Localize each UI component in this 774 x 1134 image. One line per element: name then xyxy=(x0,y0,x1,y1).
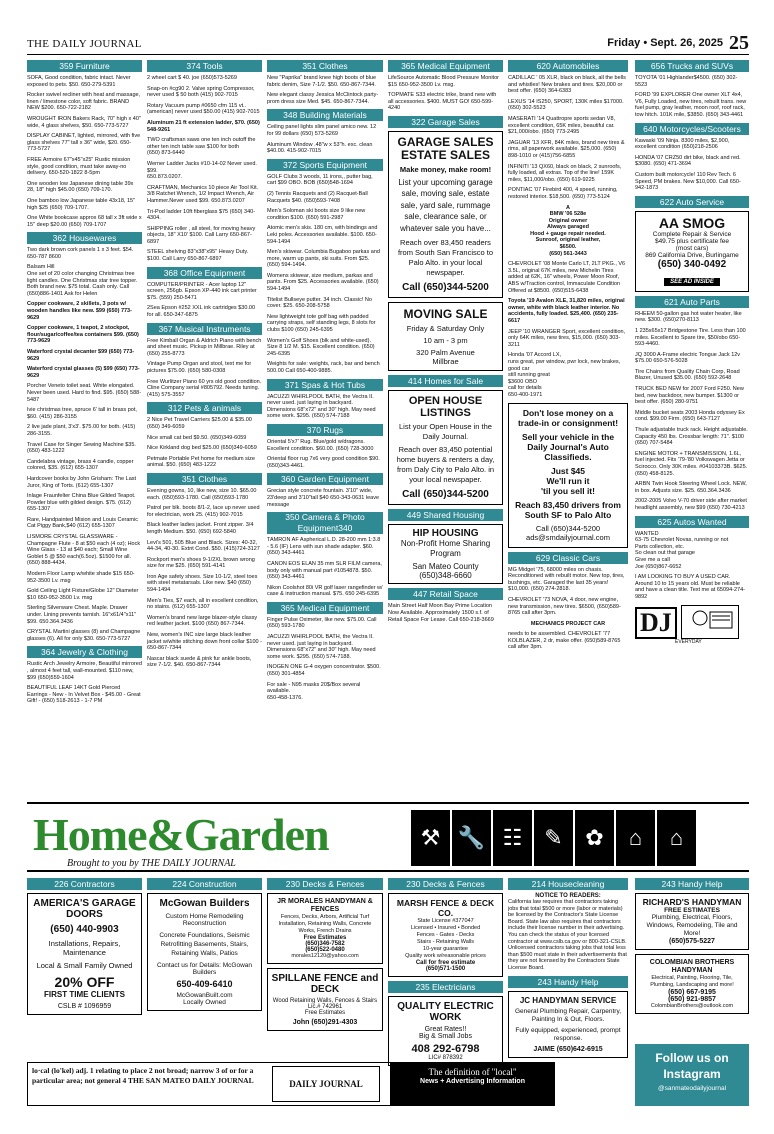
classified-ad: Men's skiwear. Columbia Bugaboo parkas and more, warm up pants, ski suits. From $25. (650) 594-1494. xyxy=(267,249,380,269)
column-furniture xyxy=(27,60,142,797)
jc-handyman-ad xyxy=(508,991,628,1058)
classified-ad: Nice Kirkland dog bed $25.00 (650)349-6059 xyxy=(147,445,257,452)
classified-ad: Balsam Hill One set of 20 color changing Christmas tree light candles. One Christmas star tree topper. Both brand new. $75 total. Cash only. Call (650)886-1401 Ask for Helen xyxy=(27,264,138,297)
ad-line: FREE ESTIMATES xyxy=(664,907,720,914)
section-header: 359 Furniture xyxy=(27,60,142,72)
hip-county: San Mateo County xyxy=(412,562,479,572)
classified-ad: CANON EOS ELAN 35 mm SLR FILM camera, body only with manual part #1054878. $50. (650) 343-4461 xyxy=(267,560,382,581)
section-header: 629 Classic Cars xyxy=(508,552,628,564)
classified-ad: TOYOTA '01 Highlander$4500. (650) 302-5523 xyxy=(635,75,738,88)
section-header: 230 Decks & Fences xyxy=(388,878,503,890)
dj-everyday-label: EVERYDAY xyxy=(675,638,702,645)
classified-ad: Copper cookware, 1 teapot, 2 stockpot, flour/sugar/coffee/tea containers $99. (650) 773-9629 xyxy=(27,325,139,345)
classified-ad: One wooden low Japanese dining table 39x 28, 18" high $45.00 (650) 709-170. xyxy=(27,180,134,194)
garage-doors-ad xyxy=(27,893,142,1015)
ad-phone: (650)346-7582 xyxy=(305,941,345,947)
ad-title: JC HANDYMAN SERVICE xyxy=(519,995,617,1005)
section-header: 640 Motorcycles/Scooters xyxy=(635,123,749,135)
smog-tag: SEE AD INSIDE xyxy=(664,278,720,286)
section-header: 312 Pets & animals xyxy=(147,402,262,414)
classified-ad: needs to be assembled. CHEVROLET '77 KOLBLAZER, 2 dr, make offer. (650)589-8765 call after 3pm. xyxy=(508,631,621,651)
classified-ad-bmw: A BMW '06 528e Original owner Always garaged Hood + gauge repair needed. Sunroof, original leather, $6500. (650) 561-3443 xyxy=(530,204,606,257)
classified-ad: Gold Ceiling Light Fixture/Globe 12" Diameter $10 650-952-3500 Lv. msg xyxy=(27,588,139,601)
classified-ad: INOGEN ONE G-4 oxygen concentrator. $500. (650) 301-4854 xyxy=(267,664,381,678)
classified-ad: I AM LOOKING TO BUY A USED CAR. Around 10 to 15 years old. Must be reliable and have a clean title. Text me at 65094-274-9892 xyxy=(635,574,745,600)
classified-ad: Finger Pulse Oximeter, like new. $75.00. Call (650) 593-1780 xyxy=(267,616,377,630)
flower-icon: ✿ xyxy=(575,810,614,866)
section-header: 449 Shared Housing xyxy=(388,509,503,521)
instagram-title: Follow us on Instagram xyxy=(655,1051,729,1081)
classified-ad: Nikon Coolshot 80i VR golf laser rangefinder w/ case & instruction manual. $75. 650 245-6395 xyxy=(267,584,383,598)
ad-line: 10-year guarantee xyxy=(423,946,468,952)
classified-ad: New, women's INC size large black leather jacket w/white stitching down front collar $100 - 650-867-7344 xyxy=(147,632,262,652)
section-header: 235 Electricians xyxy=(388,981,503,993)
section-header: 656 Trucks and SUVs xyxy=(635,60,749,72)
classified-ad: Nascar black suede & pink fur ankle boots, size 7-1/2. $40. 650-867-7344 xyxy=(147,655,252,669)
classified-ad: Nice small cat bed $9.50. (650)349-6059 xyxy=(147,434,247,441)
classified-ad: Men's Ties, $7 each, all in excellent condition, no stains. (612) 655-1307 xyxy=(147,597,259,611)
ad-line: Plumbing, Electrical, Floors, Windows, Remodeling, Tile and More! xyxy=(646,914,738,937)
classified-ad: 1 235x65x17 Bridgestone Tire. Less than 100 miles. Excellent to Spare tire, $50/obo 650-593-4460. xyxy=(635,327,746,348)
section-header: 226 Contractors xyxy=(27,878,142,890)
garage-sale-promo xyxy=(388,131,503,299)
ad-phone: John (650)291-4303 xyxy=(292,1019,358,1026)
classified-ad: Oriental floor rug 7x6 very good condition $90. (650)343-4461. xyxy=(267,456,380,469)
classified-ad: MG Midget '75, 68000 miles on chasis. Reconditioned with rebuilt motor. New top, tires, bushings, etc. Garaged the last 35 years! $10,000. (650) 274-2818. xyxy=(508,566,625,593)
ad-line: Installations, Repairs, Maintenance xyxy=(48,939,121,957)
classified-ad: Ivie christmas tree, spruce 6' tall in brass pot, $60. (415) 286-3155 xyxy=(27,407,137,420)
classified-ad: Patrol per blk. boots 8/1-2, lace up never used for electrician, work 25. (415) 902-7015 xyxy=(147,505,260,518)
moving-sale-ad xyxy=(388,302,503,371)
local-definition-text: lo·cal (lo'kel) adj. 1 relating to place 2 not broad; narrow 3 of or for a particular area; not general 4 THE SAN MATEO DAILY JOURNAL xyxy=(32,1066,254,1085)
classified-ad: Aluminum 21 ft extension ladder, $70. (650) 548-9261 xyxy=(147,119,260,133)
promo-subtitle: Make money, make room! xyxy=(399,164,492,174)
hammer-icon: ⚒ xyxy=(411,810,450,866)
service-handy-help xyxy=(635,878,749,1038)
classified-ad: 2 wheel cart $ 40. joe (650)573-5269 xyxy=(147,75,237,81)
notice-title: NOTICE TO READERS: xyxy=(535,893,601,899)
classified-ad: SHIPPING roller , all steel, for moving heavy objects, 18" X10' $100. Call Larry 650-867-6897 xyxy=(147,225,256,245)
classified-ad: Vintage Pump Organ and stool, text me for pictures $75.00. (650) 580-0308 xyxy=(147,361,252,374)
section-header: 371 Spas & Hot Tubs xyxy=(267,379,383,391)
section-header: 362 Housewares xyxy=(27,232,142,244)
wrench-icon: 🔧 xyxy=(452,810,491,866)
ad-phone: 408 292-6798 xyxy=(411,1043,480,1055)
classified-ad: Inlage Fraunfelter China Blue Gilded Teapot. Powder blue with gilded design. $75. (612) 655-1307 xyxy=(27,493,136,513)
instagram-handle: @sanmateodailyjournal xyxy=(657,1085,727,1092)
classified-ad: WROUGHT IRON Bakers Rack, 70" high x 40" wide, 4 glass shelves, $50. 650-773-5727 xyxy=(27,115,141,129)
classified-ad: 2 live jade plant, 3'x3'. $75.00 for both. (415) 286-3155. xyxy=(27,424,136,437)
classified-ad: 2Sea Epson #252 XXL ink cartridges $30.00 for all. 650-347-6875 xyxy=(147,305,256,319)
classified-ad: TWO craftsman saws one ten inch outoff the other ten inch table saw $100 for both (650) 873-6440 xyxy=(147,137,256,157)
classified-ad: GOLF Clubs 3 woods, 11 irons,, putter bag, cart $99 OBO. BOB (650)548-1694 xyxy=(267,173,373,187)
classified-ad: BEAUTIFUL LEAF 14KT Gold Pierced Earrings - New - In Velvet Box - $45.00 - Great Gift! - (650) 518-2613 - 1-7 PM xyxy=(27,685,141,705)
promo-title: Don't lose money on a trade-in or consignment! xyxy=(517,407,619,428)
classified-ad: TRUCK BED NEW for 2007 Ford F250. New bed, new backdoor, new bumper. $1300 or best offer. (650) 280-9751 xyxy=(635,386,744,406)
ad-license: CSLB # 1096959 xyxy=(57,1003,112,1010)
classified-ad: ARBN Twin Hook Steering Wheel Lock. NEW, in box. Adjusts size. $25. 650.364.3436 xyxy=(635,481,747,494)
column-garage-sales xyxy=(388,60,503,797)
classified-ad: TOPMATE S33 electric trike, brand new with all accessories. $400. MUST GO! 650-599-4240 xyxy=(388,92,497,112)
classified-ad: Weights for sale: weights, rack, bar and bench 500.00 Call 650-400-9885. xyxy=(267,361,380,374)
classified-ad: TAMRON AF Aspherical L.D. 28-200 mm 1:3.8 - 5.6 (IF) Lens with sun shade adapter. $60. (650) 343-4461 xyxy=(267,537,381,557)
definition-title: The definition of "local" xyxy=(428,1067,517,1077)
classified-ad: JAGUAR '13 XFR, 84K miles, brand new tires & rims, all paperwork available. $25,000. (650) 898-1010 or (415)756-6855 xyxy=(508,139,625,159)
instagram-promo[interactable] xyxy=(635,1044,749,1106)
classified-ad: HONDA '07 CRZ50 dirt bike, black and red. $3080. (650) 471-3694 xyxy=(635,154,741,168)
promo-body: Sell your vehicle in the Daily Journal's Auto Classifieds. xyxy=(521,431,615,462)
classified-ad: Tri-Pod ladder 10ft fiberglass $75 (650) 340-4304. xyxy=(147,208,256,222)
promo-title: OPEN HOUSE LISTINGS xyxy=(408,395,483,420)
classified-ad: CHEVROLET '73 NOVA, 4 door, new engine, new transmission, new tires. $6500, (650)589-8765 call after 3pm. xyxy=(508,596,621,617)
open-house-promo xyxy=(388,390,503,505)
masthead xyxy=(27,33,749,55)
ad-license: Lic.# 742961 xyxy=(307,1004,343,1010)
richards-handyman-ad xyxy=(635,893,749,950)
classified-ad: Custom built motorcycle! 110 Rev Tech. 6 Speed, PM brakes. New $10,000. Call 650-942-1873 xyxy=(635,171,741,192)
classified-ad: STEEL shelving 83"x38"x95" Heavy Duty. $100. Call Larry 650-867-6897 xyxy=(147,249,249,263)
ad-line: Custom Home Remodeling xyxy=(165,913,244,920)
classified-ad: Oriental 5'x7' Rug. Blue/gold w/dragons. Excellent condition. $60.00. (650) 728-3000 xyxy=(267,438,374,452)
section-header: 230 Decks & Fences xyxy=(267,878,383,890)
ad-phone: (650) 667-9195 xyxy=(668,989,716,996)
promo-title: GARAGE SALES ESTATE SALES xyxy=(397,134,494,162)
ad-line: Free Estimates xyxy=(303,935,347,941)
ad-phone: JAIME (650)642-6915 xyxy=(533,1045,603,1053)
ad-line: Free Estimates xyxy=(304,1010,346,1016)
local-definition-strip xyxy=(27,1062,555,1106)
section-header: 447 Retail Space xyxy=(388,588,503,600)
classified-ad: Travel Case for Singer Sewing Machine $35. (650) 483-1222 xyxy=(27,441,136,455)
section-header: 625 Autos Wanted xyxy=(635,516,749,528)
moving-sale-title: MOVING SALE xyxy=(403,307,488,322)
spillane-ad xyxy=(267,968,383,1031)
section-header: 374 Tools xyxy=(147,60,262,72)
section-header: 621 Auto Parts xyxy=(635,296,749,308)
ad-phone: (650) 921-9857 xyxy=(668,996,716,1003)
classified-ad: Free Wurlitzer Piano 60 yrs old good condition. Cline Company serial #805792. Needs tuning. (415) 575-3557 xyxy=(147,378,262,398)
section-header: 364 Jewelry & Clothing xyxy=(27,646,142,658)
promo-price: Just $45 We'll run it 'til you sell it! xyxy=(541,465,595,496)
classified-ad: Modern Floor Lamp w/white shade $15 650-952-3500 Lv. msg xyxy=(27,571,135,584)
classified-ad: Porcher Veneto toilet seat. White elongated. Never been used. Hard to find. $95. (650) 588-5487 xyxy=(27,383,142,403)
classified-ad: FREE Armoire 67"x45"x25" Rustic mission style, good condition, must take away-no delivery. 650-520-1822 8-5pm xyxy=(27,156,131,177)
classified-ad: Kawaski '09 Ninja. 8300 miles, $2,900, excellent condition (650)218-2506 xyxy=(635,137,730,151)
aa-smog-ad xyxy=(635,211,749,292)
classified-ad: Main Street Half Moon Bay Prime Location Now Available. Approximately 1500 s.f. of Retail Space For Lease. Call 650-218-3669 xyxy=(388,603,494,623)
ad-title: MARSH FENCE & DECK CO. xyxy=(396,898,495,918)
section-header: 368 Office Equipment xyxy=(147,267,262,279)
ladder-icon: ☷ xyxy=(493,810,532,866)
banner-icons xyxy=(411,810,696,866)
classified-ad: Rocker swivel recliner with heat and massage, linen / limestone color, soft fabric. BRAND NEW $200. 650-722-2182 xyxy=(27,92,141,112)
electric-ad xyxy=(388,996,503,1066)
classified-ad: Petmate Portable Pet home for medium size animal. $50. (650) 483-1222 xyxy=(147,455,255,469)
classified-ad: 2002-2005 Volvo V-70 driver side after market headlight assembly, new $99 (650) 730-4213 xyxy=(635,498,747,511)
promo-contact: Call (650)344-5200 ads@smdailyjournal.com xyxy=(526,523,610,543)
classified-ad: CRYSTAL Martini glasses (8) and Champagne glasses (6). All for only $30. 650-773-5727 xyxy=(27,629,141,642)
house-icon: ⌂ xyxy=(657,810,696,866)
mcgowan-ad xyxy=(147,893,262,1011)
classified-ad: Black leather ladies jacket. Front zipper. 3/4 length Medium. $50. (650) 692-5840 xyxy=(147,522,254,535)
classified-ad: LEXUS '14 IS250, SPORT, 130K miles $17000. (650) 302-5523 xyxy=(508,98,624,112)
ad-line: Call for free estimate xyxy=(415,960,476,966)
classified-ad: DISPLAY CABINET, lighted, mirrored, with five glass shelves 77" tall x 36" wide, $20. 650-773-5727 xyxy=(27,133,141,153)
ad-title: AMERICA'S GARAGE DOORS xyxy=(33,898,136,920)
smog-address: 869 California Drive, Burlingame xyxy=(645,251,739,259)
page-number: 25 xyxy=(729,32,749,54)
marsh-fence-ad xyxy=(388,893,503,977)
ad-line: General Plumbing Repair, Carpentry, Painting In & Out, Floors. xyxy=(514,1007,622,1023)
ad-line: Wood Retaining Walls, Fences & Stairs xyxy=(272,998,378,1004)
section-header: 243 Handy Help xyxy=(635,878,749,890)
section-header: 224 Construction xyxy=(147,878,262,890)
paper-name: THE DAILY JOURNAL xyxy=(27,38,142,50)
column-trucks xyxy=(635,60,749,797)
moving-sale-days: Friday & Saturday Only xyxy=(406,324,485,334)
smog-line: Complete Repair & Service xyxy=(652,230,732,238)
banner-tagline: Brought to you by THE DAILY JOURNAL xyxy=(67,858,236,869)
ad-line: Fully equipped, experienced, prompt response. xyxy=(515,1026,621,1042)
hip-subtitle: Non-Profit Home Sharing Program xyxy=(400,539,491,559)
ad-line: Big & Small Jobs xyxy=(419,1033,472,1040)
classified-ad: Iron Age safety shoes. Size 10-1/2, steel toes with steel metatarsals. Like new. $40 (650) 594-1494 xyxy=(147,573,258,594)
classified-ad: New "Paprika" brand knee high boots of blue fabric denim, Size 7-1/2. $50. 650-867-7344. xyxy=(267,75,377,88)
classified-ad: Rotary Vacuum pump #0650 cfm 115 vt.. (american) never used $50.00 (415) 902-7015 xyxy=(147,102,260,116)
home-garden-banner xyxy=(27,802,749,872)
promo-phone: Call (650)344-5200 xyxy=(402,282,489,294)
classified-ad: Rockport men's shoes 9-1/2XL brown wrong size for me $25. (650) 591-4141 xyxy=(147,556,255,570)
hip-phone: (650)348-6660 xyxy=(419,571,472,581)
hip-housing-ad xyxy=(388,524,503,584)
auto-classifieds-promo xyxy=(508,403,628,548)
classified-ad: Titelist Bullseye putter. 34 inch. Classic! No cover. $25. 650-208-5758 xyxy=(267,296,372,310)
classified-ad: Waterford crystal glasses (5) $99 (650) 773-9629 xyxy=(27,366,140,379)
classified-ad: Women's Golf Shoes (blk and white-used). Size 8 1/2 M. $15. Excellent condition. (650) 245-6395 xyxy=(267,337,375,357)
section-header: 414 Homes for Sale xyxy=(388,375,503,387)
ad-line: Fences - Gates - Decks xyxy=(416,932,475,938)
issue-date: Friday • Sept. 26, 2025 xyxy=(607,37,723,49)
classified-ad: New elegant classy Jessica McClintock party-prom dress size Med. $45. 650-867-7344. xyxy=(267,92,379,105)
classified-ad: One White bookcase approx 68 tall x 3ft wide x 15" deep $20.00 (650) 709-1707 xyxy=(27,215,142,228)
classified-ad: Levi's 501, 505 Blue and Black. Sizes: 40-32, 44-34, 40-30. Extnt Cond. $50. (415)724-3127 xyxy=(147,539,260,553)
section-header: 348 Building Materials xyxy=(267,109,383,121)
smog-line: $49.75 plus certificate fee xyxy=(654,237,730,245)
classified-ad: New lightweight tote golf bag with padded carrying straps, self standing legs, 8 slots for clubs $100 (650) 245-6395 xyxy=(267,313,376,334)
classified-ad: CADILLAC ' 05 XLR, black on black, all the bells and whistles! New brakes and tires. $20,000 or best offer. (650) 364-6383 xyxy=(508,75,626,95)
classified-ad: Atomic men's skis. 180 cm, with bindings and Leki poles. Accessories available. $100. 650-594-1494 xyxy=(267,225,378,245)
classified-ad: CHEVROLET '08 Monte Carlo LT, 2LT PKG., V6 3.5L, original 67K miles, new Michelin Tires added at 62K, 16" wheels, Power Moon Roof, ABS w/Traction control, Immaculate Condition Offered at $8500. (650)515-6438 xyxy=(508,261,626,294)
moving-sale-address: 320 Palm Avenue Millbrae xyxy=(416,348,475,367)
classified-ad: Two dark brown cork panels 1 x 3 feet. $54. 650-787 8600 xyxy=(27,247,134,260)
classified-ad: Women's brand new large blazer-style classy red leather jacket. $100 (650) 867-7344. xyxy=(147,614,258,628)
classified-ad: Rare, Handpainted Mision and Louis Ceramic Cat Piggy Bank,$40 (612) 655-1307 xyxy=(27,516,138,530)
section-header: 351 Clothes xyxy=(147,473,262,485)
moving-sale-time: 10 am - 3 pm xyxy=(423,336,468,346)
section-header: 372 Sports Equipment xyxy=(267,159,383,171)
ad-phone: (650)522-0480 xyxy=(305,947,345,953)
classified-ad: Toyota '19 Avalon XLE, 31,820 miles, original owner, white with black leather interior. No accidents, fully loaded. $25,400. (650) 235-6617 xyxy=(508,298,625,324)
section-header: 214 Housecleaning xyxy=(508,878,628,890)
classified-ad: WANTED 63-75 Chevrolet Novas, running or not Parts collection, etc. So clean out that garage Give me a call Joe (650)867-6652 xyxy=(635,530,729,570)
classified-ad: Waterford crystal decanter $99 (650) 773-9629 xyxy=(27,349,135,362)
ad-line: Electrical, Painting, Flooring, Tile, Plumbing, Landscaping and more! xyxy=(650,975,734,988)
smog-phone: (650) 340-0492 xyxy=(657,258,727,270)
ad-line: State License #377047 xyxy=(417,918,474,924)
section-header: 620 Automobiles xyxy=(508,60,628,72)
classified-ad: ENGINE MOTOR + TRANSMISSION, 1.6L, fuel injected. Fits '79-'80 Volkswagen Jetta or Scirocco. Only 30K miles. #04103373B. $625. (650) 458-8125. xyxy=(635,450,748,477)
classified-ad: PONTIAC '07 Firebird 400, 4 speed, running, restored interior. $18,500. (650) 773-5124 xyxy=(508,187,618,200)
ad-phone: (650)575-5227 xyxy=(669,938,715,945)
classified-ad: LISMORE CRYSTAL GLASSWARE - Champagne Flute - 8 at $50 each (4 oz); Hock Wine Glass - 13 at $40 each; Small Wine Goblet 5 @ $50 each(6.5oz). $1500 for all. (650) 888-4434. xyxy=(27,534,141,567)
classified-ad: Honda '07 Accord LX, runs great, pwr window, pwr lock, new brakes, good car still running great $3600 OBO call for details 650-400-1971 xyxy=(508,352,621,398)
classified-ad: Evening gowns, 10, like new, size 10. $65.00 each. (650)593-1780. Call (650)593-1780 xyxy=(147,487,257,501)
column-tools xyxy=(147,60,262,797)
section-header: 350 Camera & Photo Equipment340 xyxy=(267,512,383,534)
classified-ad: Middle bucket seats 2003 Honda odyssey Ex cond. $99.00 Firm. (650) 643-7127 xyxy=(635,409,745,423)
promo-body: List your upcoming garage sale, moving sale, estate sale, yard sale, rummage sale, clearance sale, or whatever sale you have... xyxy=(398,177,493,233)
classified-ad: Thule adjustable truck rack. Height adjustable. Capacity 450 lbs. Crossbar length: 71". $100 (650) 707-5484 xyxy=(635,427,748,447)
column-automobiles xyxy=(508,60,628,797)
classified-ad: One bamboo low Japanese table 43x18, 15" high $25 (650) 709-1707. xyxy=(27,197,136,211)
classified-ad: MASERATI '14 Quattropre sports sedan V8, excellent condition, 65K miles, beautiful car. $21,000/obo. (650) 773-2495 xyxy=(508,115,616,136)
classified-ad: For sale - N95 masks 20$/Box several available. 650-458-1376. xyxy=(267,681,361,701)
ad-website: McGowanBuilt.com xyxy=(176,992,233,999)
promo-reach: Reach over 83,450 potential home buyers & renters a day, from Daly City to Palo Alto. in your local newspaper. xyxy=(396,445,495,485)
ad-line: Quality work w/reasonable prices xyxy=(405,953,486,959)
ad-license: LIC# 878392 xyxy=(428,1055,463,1061)
classified-ad: Womens skiwear, size medium, parkas and pants. From $25. Accessories available. (650) 594-1494 xyxy=(267,272,379,293)
classified-ad: Snap-on #cg90 2. Valve spring Compressor, never used $ 50 both (415) 902-7015 xyxy=(147,85,255,99)
ad-email: morales12120@yahoo.com xyxy=(291,953,359,959)
ad-line: Locally Owned xyxy=(183,999,226,1006)
smog-title: AA SMOG xyxy=(658,214,726,231)
ad-line: FIRST TIME CLIENTS xyxy=(44,990,125,999)
classified-ad: Werner Ladder Jacks #10-14-02 Never used. $99. 650.873.0207. xyxy=(147,160,257,181)
ad-title: COLOMBIAN BROTHERS HANDYMAN xyxy=(649,959,735,974)
ad-title: SPILLANE FENCE and DECK xyxy=(271,973,379,995)
classified-ad: SOFA, Good condition, fabric intact. Never exposed to pets. $50. 650-279-5391 xyxy=(27,75,131,88)
classified-ad: JQ 3000 A-Frame electric Tongue Jack 12v $75.00 650-576-5028 xyxy=(635,351,741,365)
ad-email: ColombianBrothers@outlook.com xyxy=(650,1003,734,1009)
ad-title: QUALITY ELECTRIC WORK xyxy=(397,1001,494,1023)
reader-illustration-icon xyxy=(681,605,739,639)
hip-title: HIP HOUSING xyxy=(412,528,479,540)
colombian-brothers-ad xyxy=(635,954,749,1014)
classified-ad: INFINITI '13 QX60, black on black, 2 sunroofs, fully loaded, all extras. Top of the line! 159K miles, $11,000/obo. (650) 619-9225 xyxy=(508,163,622,183)
classified-ad: Aluminum Window .48"w x 53"h. exc. clean $40.00. 415-902-7015 xyxy=(267,141,373,155)
classified-ad: Men's Soloman ski boots size 9 like new condition $100. (650) 591-2987 xyxy=(267,208,366,221)
promo-reach: Reach over 83,450 readers from South San Francisco to Palo Alto. in your local newspaper. xyxy=(397,238,494,278)
home-garden-logo: Home&Garden xyxy=(33,809,329,860)
classified-ad: JACUZZI WHIRLPOOL BATH, the Vectra II. never used. just laying in backyard. Dimensions 68"x72" and 30" high. May need some work. $295. (650) 574-7188. xyxy=(267,634,376,660)
classified-ad: (2) Tennis Racquets and (2) Racquet-Ball Racquets $40. (650)593-7408 xyxy=(267,190,368,204)
section-header: 370 Rugs xyxy=(267,424,383,436)
notice-body: California law requires that contractors taking jobs that total $500 or more (labor or materials) be licensed by the Contractor's State License Board. State law also requires that contractors include their license number in their advertising. You can check the status of your licensed contractor at www.cslb.ca.gov or 800-321-CSLB. Unlicensed contractors taking jobs that total less than $500 must state in their advertisements that they are not licensed by the Contractors State License Board. xyxy=(508,899,627,971)
classified-ad: Tire Chains from Quality Chain Corp, Road Blazer, Unused $35.00. (650) 592-2648 xyxy=(635,368,740,382)
promo-reach: Reach 83,450 drivers from South SF to Palo Alto xyxy=(515,499,621,520)
classified-ad: Grecian style concrete fountain. 3'10" wide, 23'deep and 3'10"tall $40 650-343-0631 leave message xyxy=(267,488,380,508)
promo-phone: Call (650)344-5200 xyxy=(402,489,489,501)
ad-phone: (650)571-1500 xyxy=(425,966,466,972)
ad-title: RICHARD'S HANDYMAN xyxy=(642,897,742,907)
classified-ad: JACUZZI WHIRLPOOL BATH, the Vectra II. never used. just laying in backyard. Dimensions 68"x72" and 30" high. May need some work. $295. (650) 574-7188 xyxy=(267,393,376,420)
classified-ad: 2 Nice Pet Travel Carriers $25.00 & $35.00 (650) 349-6059 xyxy=(147,417,252,430)
definition-box xyxy=(390,1063,555,1105)
section-header: 243 Handy Help xyxy=(508,976,628,988)
classified-ad: Hardcover books by John Grisham: The Last Juror, King of Torts. (612) 655-1307 xyxy=(27,475,137,489)
section-header: 622 Auto Service xyxy=(635,196,749,208)
definition-sub: News + Advertising Information xyxy=(420,1078,525,1085)
classified-ad: MECHANICS PROJECT CAR xyxy=(530,620,606,627)
classified-ad: Ceiling panel lights slim panel amico new. 12 for 99 dollars (650) 573-5269 xyxy=(267,124,377,137)
classified-ad: RHEEM 50-gallon gas hot water heater, like new. $300. (650)270-8113 xyxy=(635,310,742,324)
classified-ad: Sterling Silverware Chest. Maple. Drawer under. Lining prevents tarnish. 16"x61/4"x11" $99. 650.364.3436 xyxy=(27,605,137,625)
smog-line: (most cars) xyxy=(675,244,709,252)
ad-line: Local & Small Family Owned xyxy=(36,961,133,970)
classified-ad: LifeSource Automatic Blood Pressure Monitor $15 650-952-3500 Lv. msg. xyxy=(388,75,499,88)
classified-ad: Candelabra vintage, brass 4 candle, copper colored, $35. (612) 655-1307 xyxy=(27,458,134,472)
classified-ad: Copper cookware, 2 skillets, 3 pots w/ wooden handles like new. $99 (650) 773-9629 xyxy=(27,301,132,321)
jr-morales-ad xyxy=(267,893,383,964)
dj-monogram-icon: DJ xyxy=(635,607,677,639)
ad-line: Contact us for Details: McGowan Builders xyxy=(156,962,252,976)
dj-everyday-logo xyxy=(635,605,749,639)
section-header: 322 Garage Sales xyxy=(388,116,503,128)
ad-phone: (650) 440-9903 xyxy=(50,924,119,935)
classified-ad: Free Kimball Organ & Aldrich Piano with bench and sheet music. Pickup in Millbrae. Riley at (650) 255-8773 xyxy=(147,337,262,357)
column-clothes-sports xyxy=(267,60,383,797)
ad-line: Reconstruction xyxy=(182,920,227,927)
ad-title: McGowan Builders xyxy=(159,898,250,909)
ad-line: Great Rates!! xyxy=(424,1026,467,1033)
section-header: 367 Musical Instruments xyxy=(147,323,262,335)
ad-title: JR MORALES HANDYMAN & FENCES xyxy=(277,898,373,913)
classified-ad: Rustic Arch Jewelry Armoire, Beautiful mirrored , almost 4 feet tall, wall-mounted. $110 new, $99 (650)559-1604 xyxy=(27,661,142,681)
ad-line: Fences, Decks, Arbors, Artificial Turf Installation, Retaining Walls, Concrete Works, French Drains xyxy=(278,914,372,934)
ad-phone: 650-409-6410 xyxy=(176,979,233,989)
classified-ad: COMPUTER/PRINTER - Acer laptop 12" screen, 256gb. Epson XP-440 ink cart printer $75. (559) 250-5471 xyxy=(147,281,257,301)
paintbrush-icon: ✎ xyxy=(534,810,573,866)
section-header: 351 Clothes xyxy=(267,60,383,72)
ad-line: Concrete Foundations, Seismic Retrofitting Basements, Stairs, Retaining Walls, Patios xyxy=(159,932,250,957)
classified-ad: JEEP '10 WRANGER Sport, excellent condition, only 64K miles, new tires, $15,000. (650) 303-3211 xyxy=(508,328,626,348)
section-header: 365 Medical Equipment xyxy=(267,602,383,614)
section-header: 360 Garden Equipment xyxy=(267,473,383,485)
ad-line: Stairs - Retaining Walls xyxy=(417,939,474,945)
ad-line: Licensed • Insured • Bonded xyxy=(410,925,481,931)
classified-ad: CRAFTMAN, Mechanics 10 piece Air Tool Kit. 3/8 Ratchet Wrench, 1/2 Impact Wrench, Air Hammer.Never used $99. 650.873.0207 xyxy=(147,184,259,204)
daily-journal-logo: DAILY JOURNAL xyxy=(272,1066,380,1102)
cleaning-icon: ⌂ xyxy=(616,810,655,866)
classified-ad: FORD '99 EXPLORER One owner XLT 4x4, V6, Fully Loaded, new tires, rebuilt trans. new fuel pump, gray leather, moon roof, roof rack, tow hitch. 101K mile, $3850. (650) 343-4461 xyxy=(635,92,747,118)
ad-discount: 20% OFF xyxy=(54,974,115,990)
section-header: 365 Medical Equipment xyxy=(388,60,503,72)
promo-body: List your Open House in the Daily Journal. xyxy=(399,422,492,442)
